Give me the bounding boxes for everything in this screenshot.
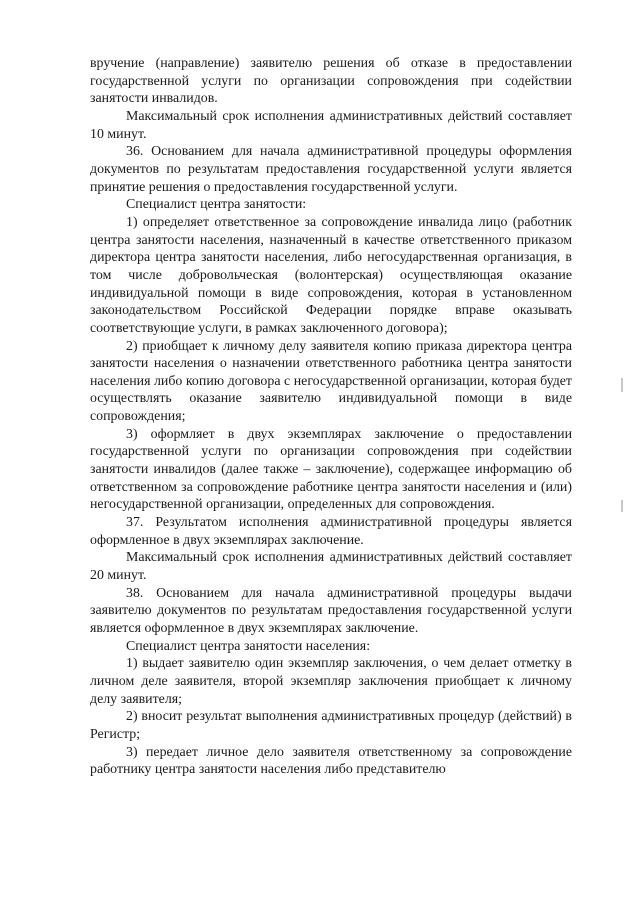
paragraph: 38. Основанием для начала административной процедуры выдачи заявителю документов по результатам предоставления государственной услуги является оформленное в двух экземплярах заключение. xyxy=(90,585,572,636)
scan-artifact xyxy=(621,500,623,512)
paragraph: 2) вносит результат выполнения административных процедур (действий) в Регистр; xyxy=(90,709,572,742)
paragraph: Максимальный срок исполнения административных действий составляет 20 минут. xyxy=(90,550,572,584)
paragraph: 3) оформляет в двух экземплярах заключение о предоставлении государственной услуги по организации сопровождения при содействии занятости инвалидов (далее также – заключение), содержащее информацию об ответственном за сопровождение работнике центра занятости населения и (или) негосударственной организации, определенных для сопровождения. xyxy=(90,426,572,513)
document-body xyxy=(90,55,572,779)
paragraph: 36. Основанием для начала административной процедуры оформления документов по результатам предоставления государственной услуги является принятие решения о предоставления государственной услуги. xyxy=(90,144,572,195)
paragraph: Специалист центра занятости: xyxy=(126,197,307,213)
paragraph: 37. Результатом исполнения административной процедуры является оформленное в двух экземплярах заключение. xyxy=(90,515,572,548)
paragraph: 1) определяет ответственное за сопровождение инвалида лицо (работник центра занятости населения, назначенный в качестве ответственного приказом директора центра занятости населения, либо негосударственная организация, в том числе добровольческая (волонтерская) осуществляющая оказание индивидуальной помощи в виде сопровождения, которая в установленном законодательством Российской Федерации порядке вправе оказывать соответствующие услуги, в рамках заключенного договора); xyxy=(90,214,572,336)
paragraph: 2) приобщает к личному делу заявителя копию приказа директора центра занятости населения о назначении ответственного работника центра занятости населения либо копию договора с негосударственной организации, которая будет осуществлять оказание заявителю индивидуальной помощи в виде сопровождения; xyxy=(90,338,572,425)
paragraph: 3) передает личное дело заявителя ответственному за сопровождение работнику центра занятости населения либо представителю xyxy=(90,744,572,778)
paragraph: Специалист центра занятости населения: xyxy=(126,638,371,654)
paragraph: Максимальный срок исполнения административных действий составляет 10 минут. xyxy=(90,108,572,142)
scan-artifact xyxy=(621,378,623,392)
paragraph: вручение (направление) заявителю решения об отказе в предоставлении государственной услуги по организации сопровождения при содействии занятости инвалидов. xyxy=(90,56,572,107)
paragraph: 1) выдает заявителю один экземпляр заключения, о чем делает отметку в личном деле заявителя, второй экземпляр заключения приобщает к личному делу заявителя; xyxy=(90,656,572,707)
